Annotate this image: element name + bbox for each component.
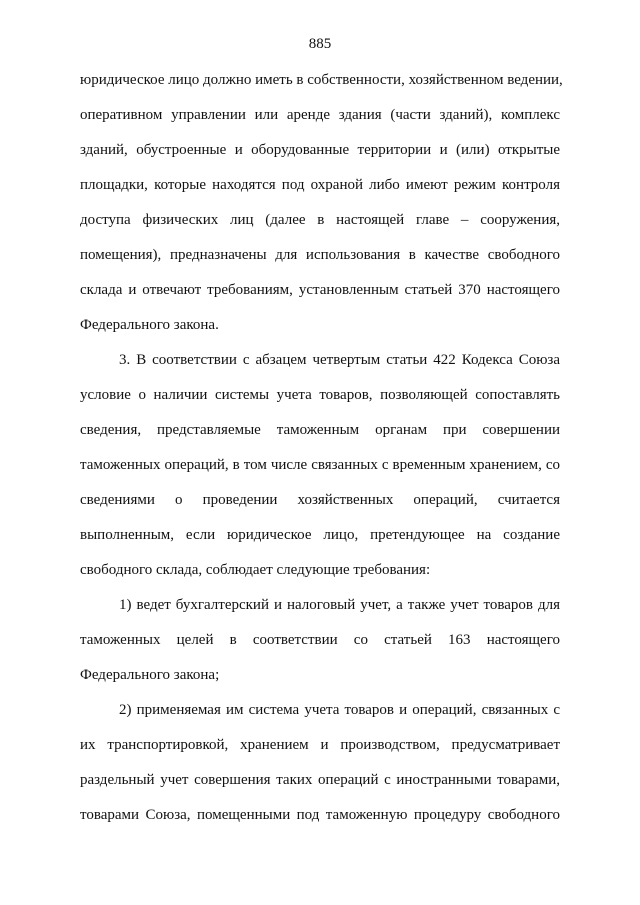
text-line: раздельный учет совершения таких операций с иностранными товарами, bbox=[80, 772, 560, 788]
text-line: Федерального закона; bbox=[80, 667, 220, 683]
text-line: 3. В соответствии с абзацем четвертым статьи 422 Кодекса Союза bbox=[119, 352, 560, 368]
text-line: их транспортировкой, хранением и производством, предусматривает bbox=[80, 737, 560, 753]
text-line: сведениями о проведении хозяйственных операций, считается bbox=[80, 492, 560, 508]
text-line: выполненным, если юридическое лицо, претендующее на создание bbox=[80, 527, 560, 543]
text-line: площадки, которые находятся под охраной либо имеют режим контроля bbox=[80, 177, 560, 193]
page-number: 885 bbox=[308, 36, 332, 52]
text-line: помещения), предназначены для использования в качестве свободного bbox=[80, 247, 560, 263]
text-line: товарами Союза, помещенными под таможенную процедуру свободного bbox=[80, 807, 560, 823]
text-line: оперативном управлении или аренде здания (части зданий), комплекс bbox=[80, 107, 560, 123]
text-line: Федерального закона. bbox=[80, 317, 219, 333]
text-line: 2) применяемая им система учета товаров и операций, связанных с bbox=[119, 702, 560, 718]
text-line: зданий, обустроенные и оборудованные территории и (или) открытые bbox=[80, 142, 560, 158]
text-line: таможенных целей в соответствии со статьей 163 настоящего bbox=[80, 632, 560, 648]
text-line: доступа физических лиц (далее в настоящей главе – сооружения, bbox=[80, 212, 560, 228]
text-line: склада и отвечают требованиям, установленным статьей 370 настоящего bbox=[80, 282, 560, 298]
text-line: юридическое лицо должно иметь в собственности, хозяйственном ведении, bbox=[80, 72, 563, 88]
text-line: сведения, представляемые таможенным органам при совершении bbox=[80, 422, 560, 438]
text-line: 1) ведет бухгалтерский и налоговый учет, а также учет товаров для bbox=[119, 597, 560, 613]
text-line: условие о наличии системы учета товаров, позволяющей сопоставлять bbox=[80, 387, 560, 403]
text-line: свободного склада, соблюдает следующие требования: bbox=[80, 562, 431, 578]
text-line: таможенных операций, в том числе связанных с временным хранением, со bbox=[80, 457, 560, 473]
